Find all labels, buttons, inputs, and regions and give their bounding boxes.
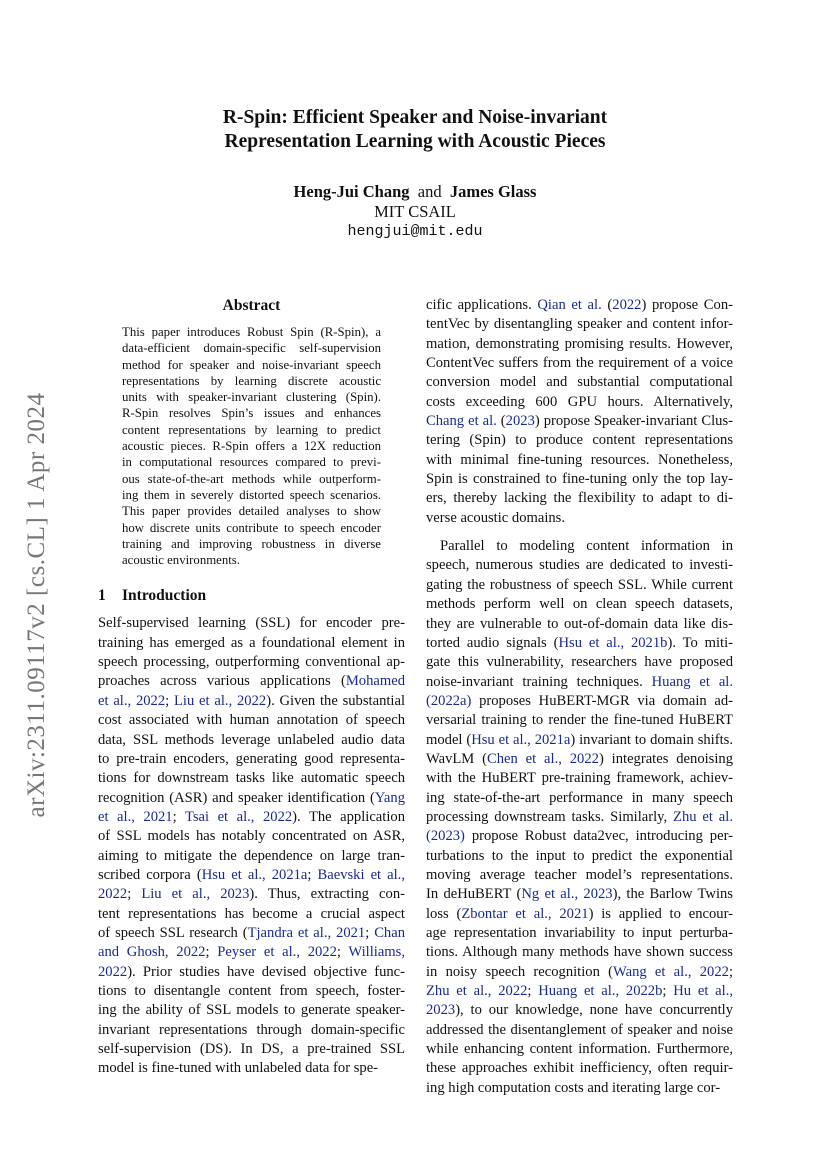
arxiv-stamp — [12, 370, 62, 840]
text-line — [98, 847, 405, 866]
text-line — [426, 789, 733, 808]
citation-link[interactable]: Hsu et al., 2021a — [201, 866, 308, 883]
text-line — [98, 1021, 405, 1040]
text-segment: scribed corpora ( — [98, 866, 202, 883]
text-line — [426, 847, 733, 866]
text-segment: ) propose Con- — [641, 297, 733, 313]
text-segment: age representation invariability to input perturba- — [426, 925, 733, 941]
text-line — [426, 866, 733, 885]
citation-link[interactable]: Ng et al., 2023 — [521, 886, 613, 903]
citation-link[interactable]: Liu et al., 2023 — [141, 886, 250, 903]
text-line — [426, 431, 733, 450]
text-segment: model ( — [426, 731, 472, 748]
text-line — [426, 315, 733, 334]
text-line — [98, 769, 405, 788]
abstract-line: This paper provides detailed analyses to show — [122, 504, 381, 519]
text-segment: gate this vulnerability, researchers have proposed — [426, 654, 733, 671]
text-segment: WavLM ( — [426, 750, 487, 767]
text-segment: model is fine-tuned with unlabeled data for spe- — [98, 1060, 379, 1077]
citation-link[interactable]: Hu et al., — [673, 983, 734, 1000]
citation-link[interactable]: Qian et al. — [537, 297, 602, 313]
citation-link[interactable]: Zhu et al., 2022 — [426, 983, 528, 1000]
text-line — [426, 412, 733, 431]
text-line — [98, 808, 405, 827]
text-line — [426, 335, 733, 354]
text-segment: ers, thereby lacking the flexibility to adapt to di- — [426, 490, 733, 507]
text-line — [426, 750, 733, 769]
text-line — [98, 866, 405, 885]
abstract-line: This paper introduces Robust Spin (R-Spin), a — [122, 325, 381, 339]
text-line — [426, 885, 733, 904]
text-segment: data, SSL methods leverage unlabeled audio data — [98, 731, 405, 748]
text-line — [426, 943, 733, 962]
text-line — [426, 451, 733, 470]
text-line — [426, 634, 733, 653]
citation-link[interactable]: Hsu et al., 2021b — [558, 634, 668, 651]
text-line — [426, 1001, 733, 1020]
text-segment: moving average teacher model’s representations. — [426, 866, 733, 883]
text-segment: ). Given the substantial — [266, 692, 406, 709]
text-segment: speech, numerous studies are dedicated to investi- — [426, 557, 733, 574]
text-line — [426, 615, 733, 634]
text-line — [98, 731, 405, 750]
abstract-line: acoustic environments. — [122, 553, 240, 568]
citation-link[interactable]: Liu et al., 2022 — [174, 692, 267, 709]
citation-link[interactable]: Hsu et al., 2021a — [471, 731, 571, 748]
text-segment: in noisy speech recognition ( — [426, 963, 613, 980]
text-line — [98, 1001, 405, 1020]
text-segment: verse acoustic domains. — [426, 509, 566, 526]
text-line — [98, 1040, 405, 1059]
text-line — [98, 885, 405, 904]
text-segment: ; — [172, 808, 185, 825]
text-segment: turbations to the input to predict the exponential — [426, 847, 733, 864]
citation-link[interactable]: Chang et al. — [426, 413, 497, 430]
citation-link[interactable]: Baevski et al., — [317, 866, 405, 883]
text-segment: ). Thus, extracting con- — [249, 886, 405, 903]
text-segment: of speech SSL research ( — [98, 924, 248, 941]
text-segment: ; — [127, 886, 142, 903]
text-segment: proposes HuBERT-MGR via domain ad- — [471, 692, 733, 709]
text-segment: methods perform well on clean speech datasets, — [426, 596, 733, 613]
text-segment: cost associated with human annotation of speech — [98, 712, 405, 729]
text-segment: ) invariant to domain shifts. — [570, 731, 733, 748]
citation-link[interactable]: et al., 2022 — [98, 692, 166, 709]
abstract-line: content representations by learning to predict — [122, 422, 381, 437]
citation-link[interactable]: (2022a) — [426, 692, 472, 709]
text-line — [98, 711, 405, 730]
text-line — [426, 827, 733, 846]
section-title: Introduction — [122, 587, 207, 605]
text-segment: ; — [165, 692, 174, 709]
text-segment: speech processing, outperforming conventional ap- — [98, 654, 405, 671]
citation-link[interactable]: Huang et al., 2022b — [538, 983, 663, 1000]
abstract-line: how discrete units contribute to speech encoder — [122, 520, 381, 535]
abstract-line: acoustic pieces. R-Spin offers a 12X reduction — [122, 439, 381, 454]
citation-link[interactable]: Williams, — [348, 944, 405, 961]
text-line — [426, 354, 733, 373]
title-line-2: Representation Learning with Acoustic Pieces — [224, 131, 606, 152]
text-line — [98, 789, 405, 808]
text-line — [426, 509, 733, 528]
text-line — [426, 808, 733, 827]
text-segment: tent representations has become a crucial aspect — [98, 905, 405, 922]
text-line — [98, 750, 405, 769]
text-line — [426, 963, 733, 982]
abstract-body — [122, 324, 381, 568]
text-segment: with minimal fine-tuning resources. Nonetheless, — [426, 451, 733, 468]
text-line — [426, 924, 733, 943]
abstract-line: representations by learning discrete acoustic — [122, 373, 381, 388]
text-segment: while enhancing content information. Furthermore, — [426, 1041, 733, 1058]
text-segment: they are vulnerable to out-of-domain data like dis- — [426, 615, 733, 632]
text-segment: Self-supervised learning (SSL) for encoder pre- — [98, 615, 405, 632]
text-segment: ; — [728, 963, 733, 980]
text-segment: proaches across various applications ( — [98, 673, 346, 690]
text-segment: Spin is constrained to fine-tuning only the top lay- — [426, 471, 733, 488]
text-segment: invariant representations through domain-specific — [98, 1021, 405, 1038]
right-column — [426, 296, 733, 1098]
text-segment: these approaches exhibit inefficiency, often requir- — [426, 1060, 733, 1077]
text-line — [426, 769, 733, 788]
citation-link[interactable]: Tsai et al., 2022 — [184, 808, 293, 825]
text-segment: conversion model and substantial computational — [426, 374, 733, 391]
text-line — [426, 556, 733, 575]
text-line — [426, 1040, 733, 1059]
text-line — [426, 393, 733, 412]
text-line — [426, 731, 733, 750]
text-segment: tentVec by disentangling speaker and content infor- — [426, 316, 733, 333]
text-line — [426, 1021, 733, 1040]
text-line — [426, 1079, 733, 1098]
text-segment: ing the ability of SSL models to generate speaker- — [98, 1002, 405, 1019]
text-segment: ; — [336, 944, 349, 961]
abstract-line: in computational resources compared to previ- — [122, 455, 381, 470]
citation-link[interactable]: 2022 — [612, 297, 642, 313]
text-segment: ). The application — [292, 808, 405, 825]
abstract-line: units with speaker-invariant clustering (Spin). — [122, 390, 381, 405]
text-line — [98, 963, 405, 982]
citation-link[interactable]: Wang et al., 2022 — [612, 963, 729, 980]
abstract-heading: Abstract — [222, 297, 281, 314]
text-line — [98, 982, 405, 1001]
citation-link[interactable]: Mohamed — [345, 673, 405, 690]
text-segment: versarial training to render the fine-tuned HuBERT — [426, 712, 733, 729]
text-line — [98, 1059, 405, 1078]
text-segment: ; — [662, 983, 674, 1000]
text-line — [98, 943, 405, 962]
text-segment: tering (Spin) to produce content representations — [426, 432, 733, 449]
text-segment: ing state-of-the-art performance in many speech — [426, 789, 733, 806]
text-segment: ) is applied to encour- — [588, 905, 733, 922]
text-segment: ing high computation costs and iterating large cor- — [426, 1079, 721, 1096]
text-segment: ; — [527, 983, 539, 1000]
text-line — [426, 673, 733, 692]
text-line — [426, 296, 733, 315]
author-names — [120, 182, 710, 202]
text-line — [426, 1059, 733, 1078]
citation-link[interactable]: 2023 — [426, 1002, 456, 1019]
text-line — [426, 711, 733, 730]
abstract-line: data-efficient domain-specific self-supervision — [122, 341, 381, 356]
right-paragraph-1 — [426, 296, 733, 528]
text-line — [426, 576, 733, 595]
text-line — [426, 470, 733, 489]
left-column — [98, 296, 405, 1079]
affiliation: MIT CSAIL — [374, 202, 456, 221]
text-segment: cific applications. — [426, 297, 538, 313]
arxiv-identifier: arXiv:2311.09117v2 [cs.CL] 1 Apr 2024 — [23, 392, 50, 818]
text-line — [426, 982, 733, 1001]
citation-link[interactable]: (2023) — [426, 828, 465, 845]
citation-link[interactable]: Tjandra et al., 2021 — [247, 924, 366, 941]
text-segment: ). To miti- — [667, 634, 734, 651]
text-segment: tions to disentangle content from speech, foster- — [98, 982, 405, 999]
text-segment: recognition (ASR) and speaker identification ( — [98, 789, 375, 806]
citation-link[interactable]: et al., 2021 — [98, 808, 173, 825]
text-segment: Parallel to modeling content information in — [440, 538, 733, 555]
text-segment: of SSL models has notably concentrated on ASR, — [98, 828, 405, 845]
section-heading-introduction — [98, 586, 405, 606]
text-line — [426, 373, 733, 392]
text-line — [98, 692, 405, 711]
text-segment: ContentVec suffers from the requirement of a voice — [426, 355, 733, 372]
citation-link[interactable]: Zbontar et al., 2021 — [461, 905, 589, 922]
section-number: 1 — [98, 587, 106, 605]
text-segment: tions for downstream tasks like automatic speech — [98, 770, 405, 787]
text-segment: aiming to mitigate the dependence on large tran- — [98, 847, 405, 864]
citation-link[interactable]: 2022 — [98, 963, 128, 980]
text-segment: mation, demonstrating promising results. However, — [426, 335, 733, 352]
text-segment: tions. Although many methods have shown success — [426, 944, 733, 961]
text-segment: costs exceeding 600 GPU hours. Alternatively, — [426, 393, 733, 410]
right-paragraph-2 — [426, 537, 733, 1098]
text-segment: ( — [601, 297, 613, 313]
introduction-body — [98, 614, 405, 1078]
text-segment: ) propose Speaker-invariant Clus- — [534, 413, 733, 430]
author-1: Heng-Jui Chang — [293, 182, 410, 201]
author-block — [120, 182, 710, 242]
text-segment: self-supervision (DS). In DS, a pre-trained SSL — [98, 1041, 405, 1058]
text-segment: ; — [205, 944, 218, 961]
citation-link[interactable]: Peyser et al., 2022 — [217, 944, 337, 961]
text-segment: propose Robust data2vec, introducing per- — [464, 828, 733, 845]
text-segment: to pre-train encoders, generating good representa- — [98, 750, 405, 767]
text-line — [426, 489, 733, 508]
citation-link[interactable]: Zhu et al. — [673, 808, 733, 825]
text-line — [98, 614, 405, 633]
citation-link[interactable]: Chan — [374, 924, 406, 941]
paper-title — [120, 106, 710, 154]
text-segment: noise-invariant training techniques. — [426, 673, 652, 690]
text-segment: ). Prior studies have devised objective func- — [127, 963, 405, 980]
citation-link[interactable]: 2022 — [98, 886, 128, 903]
text-segment: ), to our knowledge, none have concurrently — [455, 1002, 733, 1019]
author-2: James Glass — [449, 182, 537, 201]
text-segment: loss ( — [426, 905, 462, 922]
abstract-line: training and improving robustness in diverse — [122, 536, 381, 551]
text-segment: addressed the disentanglement of speaker and noise — [426, 1021, 733, 1038]
text-line — [426, 537, 733, 556]
title-line-1: R-Spin: Efficient Speaker and Noise-invariant — [222, 107, 608, 128]
text-segment: ) integrates denoising — [598, 750, 733, 767]
text-line — [426, 905, 733, 924]
text-line — [426, 595, 733, 614]
text-line — [98, 672, 405, 691]
text-segment: torted audio signals ( — [426, 634, 559, 651]
text-segment: with the HuBERT pre-training framework, achiev- — [426, 770, 733, 787]
text-line — [426, 653, 733, 672]
text-segment: ; — [307, 866, 318, 883]
citation-link[interactable]: and Ghosh, 2022 — [98, 944, 206, 961]
text-segment: ; — [365, 924, 375, 941]
abstract-line: ous state-of-the-art methods while outperform- — [122, 471, 381, 486]
citation-link[interactable]: Chen et al., 2022 — [487, 750, 599, 767]
text-segment: gating the robustness of speech SSL. While current — [426, 576, 733, 593]
citation-link[interactable]: Huang et al. — [651, 673, 733, 690]
text-segment: processing downstream tasks. Similarly, — [426, 808, 674, 825]
text-line — [98, 634, 405, 653]
author-and: and — [417, 182, 442, 201]
text-segment: ( — [496, 413, 506, 430]
text-line — [426, 692, 733, 711]
text-segment: In deHuBERT ( — [426, 886, 522, 903]
author-email[interactable]: hengjui@mit.edu — [347, 223, 483, 240]
abstract-line: method for speaker and noise-invariant speech — [122, 357, 381, 372]
text-line — [98, 905, 405, 924]
text-segment: training has emerged as a foundational element in — [98, 634, 405, 651]
text-line — [98, 653, 405, 672]
citation-link[interactable]: 2023 — [505, 413, 535, 430]
text-line — [98, 924, 405, 943]
abstract-line: R-Spin resolves Spin’s issues and enhances — [122, 406, 381, 421]
citation-link[interactable]: Yang — [374, 789, 405, 806]
text-line — [98, 827, 405, 846]
abstract-line: ing them in severely distorted speech scenarios. — [122, 487, 381, 502]
text-segment: ), the Barlow Twins — [612, 886, 733, 903]
